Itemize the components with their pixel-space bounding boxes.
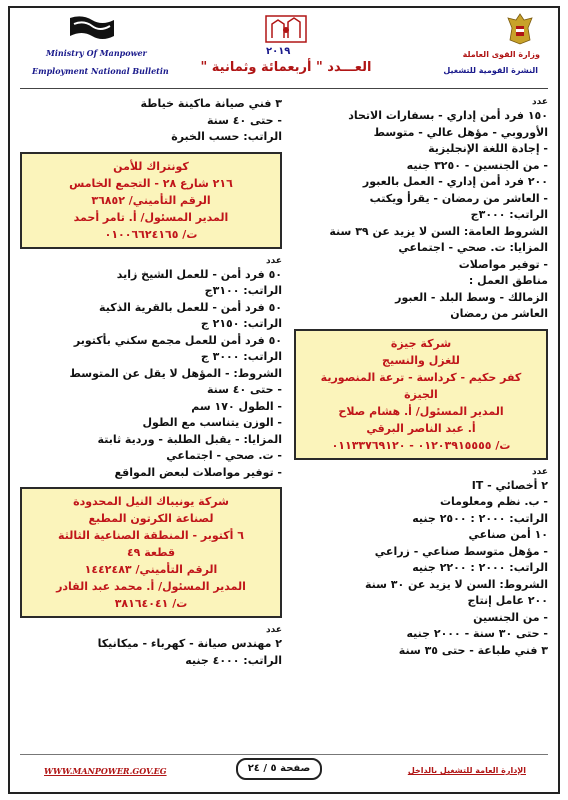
job-line: الراتب: ٤٠٠٠ جنيه [185, 653, 282, 667]
job-line: العاشر من رمضان [450, 307, 548, 320]
company-manager: أ. عبد الناصر البرقي [366, 421, 476, 435]
job-line: الشروط: السن لا يزيد عن ٣٠ سنة [364, 577, 548, 591]
job-line: الزمالك - وسط البلد - العبور [395, 290, 548, 304]
right-column [294, 96, 548, 659]
company-address: ٢١٦ شارع ٢٨ - التجمع الخامس [69, 176, 233, 190]
job-line: - العاشر من رمضان - يقرأ ويكتب [369, 191, 548, 205]
company-phone: ت/ ٣٨١٦٤٠٤١ [114, 597, 188, 610]
job-line: الراتب: ٣٠٠٠ ج [200, 350, 282, 363]
count-header: عدد [266, 255, 282, 266]
company-name: كونتراك للأمن [113, 159, 189, 173]
company-address: ٦ أكتوبر - المنطقة الصناعية الثالثة [58, 529, 244, 542]
company-manager: المدير المسئول/ أ. تامر أحمد [73, 210, 229, 224]
company-address: كفر حكيم - كرداسة - ترعة المنصورية [320, 370, 522, 384]
eagle-emblem-icon [506, 12, 534, 46]
page-footer [10, 752, 558, 792]
job-line: ٢٠٠ فرد أمن إداري - العمل بالعبور [362, 175, 548, 188]
issue-year: ٢٠١٩ [266, 46, 291, 57]
header-divider [20, 88, 548, 89]
company-manager: المدير المسئول/ أ. محمد عبد القادر [56, 580, 246, 593]
job-line: ٣ فني طباعة - حتى ٣٥ سنة [398, 643, 548, 657]
job-line: الراتب: ٣١٠٠ج [204, 284, 282, 297]
ministry-name: Ministry Of Manpower [46, 48, 147, 58]
count-header: عدد [532, 97, 548, 107]
issue-title: العـــدد " أربعمائة وثمانية " [200, 60, 372, 75]
company-phone: ت/ ٠١٠٠٦٦٢٤١٦٥ [104, 227, 198, 241]
job-line: - الطول ١٧٠ سم [191, 399, 282, 413]
bulletin-crest-icon [264, 12, 308, 46]
job-line: ١٠ أمن صناعي [468, 528, 548, 541]
job-line: - إجادة اللغة الإنجليزية [428, 142, 548, 155]
bulletin-name: Employment National Bulletin [32, 66, 169, 76]
job-line: الشروط: - المؤهل لا يقل عن المتوسط [69, 366, 282, 380]
bulletin-page [8, 6, 560, 794]
job-line: - حتى ٤٠ سنة [206, 383, 282, 396]
job-line: المزايا: - يقبل الطلبة - وردية ثابتة [97, 432, 282, 446]
job-line: الشروط العامة: السن لا يزيد عن ٣٩ سنة [329, 224, 548, 238]
job-line: - حتى ٣٠ سنة - ٢٠٠٠ جنيه [406, 627, 548, 640]
company-insurance: الرقم التأميني/ ١٤٤٢٤٨٣ [84, 563, 218, 576]
department-name: الإدارة العامة للتشغيل بالداخل [407, 766, 526, 775]
company-line: للغزل والنسيج [382, 353, 460, 367]
company-line: لصناعة الكرتون المطبع [88, 512, 214, 525]
website-link[interactable]: WWW.MANPOWER.GOV.EG [44, 766, 167, 776]
job-line: ٥٠ فرد أمن - للعمل بالقرية الذكية [99, 300, 282, 314]
company-phone: ت/ ٠١٢٠٣٩١٥٥٥٥ - ٠١١٣٣٧٦٩١٢٠ [331, 438, 511, 452]
job-line: - ت. صحي - اجتماعي [166, 449, 282, 462]
job-line: الراتب: ٢٠٠٠ : ٢٥٠٠ جنيه [412, 511, 548, 525]
left-column [20, 96, 282, 669]
job-line: الأوروبي - مؤهل عالي - متوسط [373, 125, 548, 139]
job-line: الراتب: ٣٠٠٠ج [470, 208, 548, 221]
count-header: عدد [532, 466, 548, 477]
job-line: ٢ أخصائي - IT [471, 478, 548, 492]
bulletin-arabic-name: النشرة القومية للتشغيل [443, 66, 538, 75]
page-header [10, 8, 558, 94]
job-line: المزايا: ت. صحي - اجتماعي [398, 241, 548, 254]
job-line: الراتب: حسب الخبرة [171, 130, 282, 143]
ministry-arabic-name: وزارة القوى العاملة [462, 50, 540, 59]
job-line: ٢ مهندس صيانة - كهرباء - ميكانيكا [97, 637, 282, 650]
job-line: ١٥٠ فرد أمن إداري - بسفارات الاتحاد [348, 109, 548, 122]
job-line: - توفير مواصلات لبعض المواقع [114, 465, 282, 479]
company-insurance: الرقم التأميني/ ٣٦٨٥٢ [91, 193, 211, 207]
job-line: - الوزن يتناسب مع الطول [142, 416, 282, 429]
job-line: - ب. نظم ومعلومات [440, 495, 548, 508]
company-manager: المدير المسئول/ أ. هشام صلاح [338, 404, 504, 418]
company-box-unipack [20, 487, 282, 618]
job-line: مناطق العمل : [468, 274, 548, 287]
job-line: ٥٠ فرد أمن للعمل مجمع سكني بأكتوبر [73, 333, 282, 347]
company-address: قطعة ٤٩ [126, 546, 176, 559]
company-box-giza [294, 329, 548, 460]
footer-divider [20, 754, 548, 755]
job-line: الراتب: ٢١٥٠ ج [200, 317, 282, 330]
company-name: شركة جيزة [390, 336, 452, 350]
page-number: صفحة ٥ / ٢٤ [236, 758, 322, 780]
flag-logo-icon [68, 14, 116, 42]
job-line: - مؤهل متوسط صناعي - زراعي [374, 544, 548, 558]
company-line: الجيزة [404, 387, 438, 401]
job-line: ٢٠٠ عامل إنتاج [467, 594, 548, 607]
job-line: - من الجنسين - ٣٢٥٠ جنيه [406, 158, 548, 172]
company-box-contrack [20, 152, 282, 249]
job-line: - من الجنسين [473, 610, 548, 624]
job-line: الراتب: ٢٠٠٠ : ٢٢٠٠ جنيه [412, 561, 548, 574]
job-line: - حتى ٤٠ سنة [206, 113, 282, 127]
job-line: ٥٠ فرد أمن - للعمل الشيخ زايد [116, 267, 282, 281]
company-name: شركة يونيباك النيل المحدودة [73, 495, 229, 508]
job-line: ٣ فني صيانة ماكينة خياطة [140, 97, 282, 110]
count-header: عدد [266, 625, 282, 635]
job-line: - توفير مواصلات [458, 257, 548, 271]
